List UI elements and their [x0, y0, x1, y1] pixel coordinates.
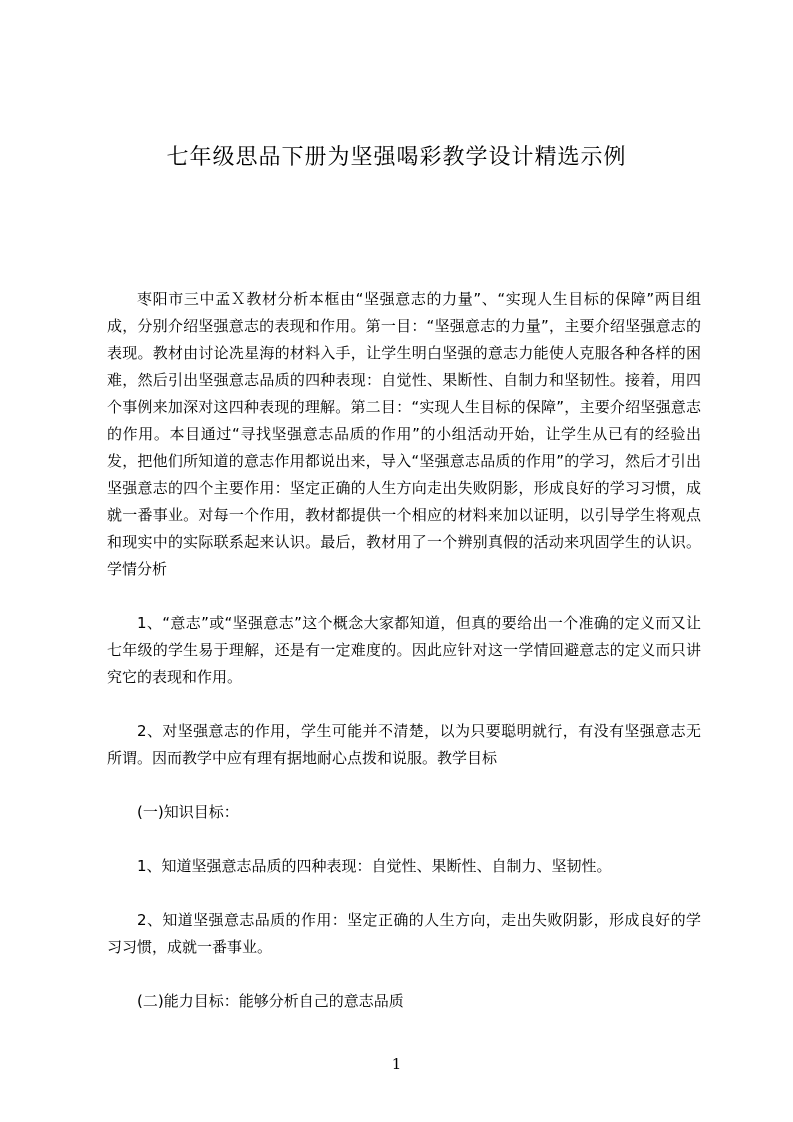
paragraph-knowledge-goals-heading: (一)知识目标： [137, 803, 239, 821]
paragraph-learner-analysis-2: 2、对坚强意志的作用，学生可能并不清楚，以为只要聪明就行，有没有坚强意志无所谓。因而教学中应有理有据地耐心点拨和说服。教学目标 [107, 722, 701, 767]
paragraph-knowledge-goal-2: 2、知道坚强意志品质的作用：坚定正确的人生方向，走出失败阴影，形成良好的学习习惯，成就一番事业。 [107, 911, 701, 956]
paragraph-knowledge-goal-1: 1、知道坚强意志品质的四种表现：自觉性、果断性、自制力、坚韧性。 [137, 857, 612, 875]
page-number: 1 [391, 1055, 402, 1073]
document-title: 七年级思品下册为坚强喝彩教学设计精选示例 [166, 145, 627, 170]
paragraph-ability-goals: (二)能力目标：能够分析自己的意志品质 [137, 992, 404, 1010]
paragraph-material-analysis: 枣阳市三中孟Ｘ教材分析本框由“坚强意志的力量”、“实现人生目标的保障”两目组成，分别介绍坚强意志的表现和作用。第一目：“坚强意志的力量”，主要介绍坚强意志的表现。教材由讨论冼星海的材料入手，让学生明白坚强的意志力能使人克服各种各样的困难，然后引出坚强意志品质的四种表现：自觉性、果断性、自制力和坚韧性。接着，用四个事例来加深对这四种表现的理解。第二目：“实现人生目标的保障”，主要介绍坚强意志的作用。本目通过“寻找坚强意志品质的作用”的小组活动开始，让学生从已有的经验出发，把他们所知道的意志作用都说出来，导入“坚强意志品质的作用”的学习，然后才引出坚强意志的四个主要作用：坚定正确的人生方向走出失败阴影，形成良好的学习习惯，成就一番事业。对每一个作用，教材都提供一个相应的材料来加以证明，以引导学生将观点和现实中的实际联系起来认识。最后，教材用了一个辨别真假的活动来巩固学生的认识。学情分析 [107, 290, 701, 578]
paragraph-learner-analysis-1: 1、“意志”或“坚强意志”这个概念大家都知道，但真的要给出一个准确的定义而又让七年级的学生易于理解，还是有一定难度的。因此应针对这一学情回避意志的定义而只讲究它的表现和作用。 [107, 614, 701, 686]
document-body [107, 286, 701, 1015]
